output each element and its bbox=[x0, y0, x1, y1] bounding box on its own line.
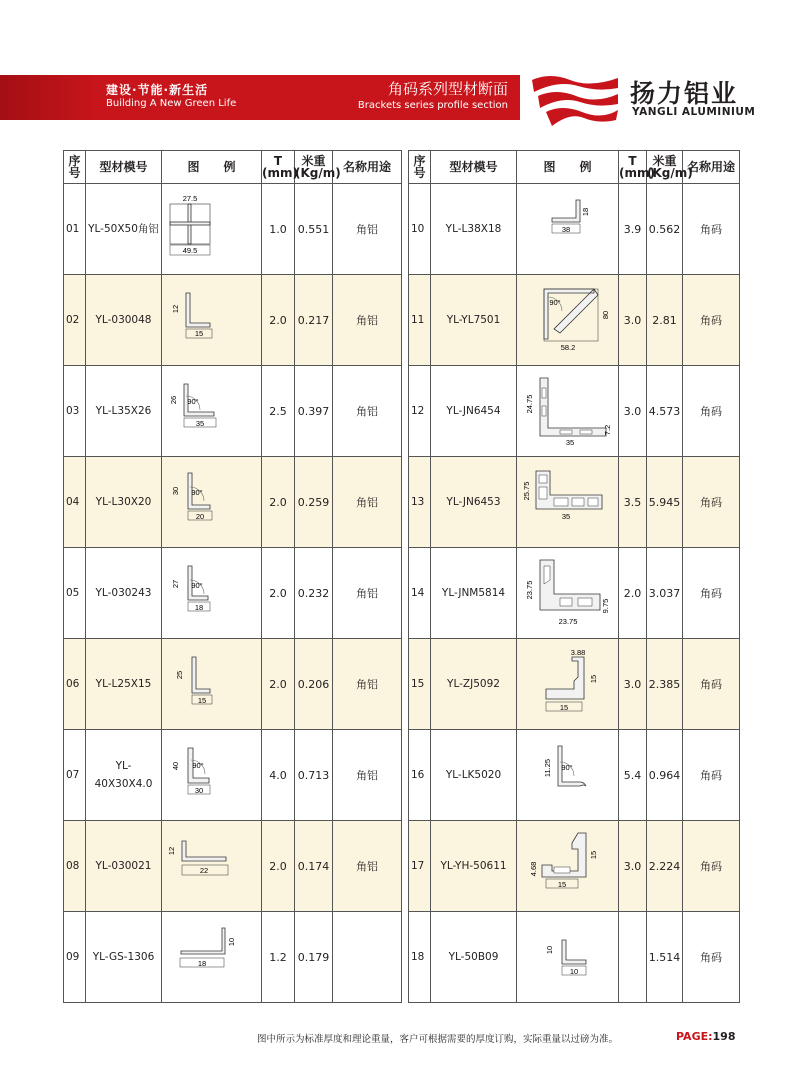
thickness-cell: 3.9 bbox=[619, 184, 647, 275]
dimension-label: 3.88 bbox=[570, 648, 585, 657]
profile-drawing bbox=[164, 374, 260, 448]
profile-drawing bbox=[164, 647, 260, 721]
thickness-cell: 2.0 bbox=[262, 275, 295, 366]
col-header-idx: 序号 bbox=[64, 151, 86, 184]
model-cell bbox=[431, 275, 517, 366]
model-cell bbox=[86, 821, 162, 912]
profile-drawing bbox=[164, 738, 260, 812]
model-cell bbox=[86, 184, 162, 275]
row-index: 09 bbox=[64, 912, 86, 1003]
profile-drawing bbox=[520, 465, 616, 539]
dimension-label: 4.68 bbox=[528, 861, 538, 877]
dimension-label: 35 bbox=[565, 438, 574, 447]
dimension-label: 30 bbox=[194, 786, 203, 795]
profile-drawing bbox=[520, 283, 616, 357]
page-number bbox=[676, 1030, 735, 1043]
profile-drawing bbox=[520, 647, 616, 721]
profile-drawing bbox=[164, 920, 260, 994]
row-index: 01 bbox=[64, 184, 86, 275]
profile-drawing bbox=[164, 829, 260, 903]
model-code: YL-JN6453 bbox=[446, 496, 501, 508]
dimension-label: 23.75 bbox=[524, 580, 534, 600]
table-row bbox=[409, 366, 740, 457]
usage-cell: 角铝 bbox=[333, 457, 402, 548]
dimension-label: 18 bbox=[197, 959, 206, 968]
usage-cell: 角码 bbox=[683, 548, 740, 639]
usage-cell: 角码 bbox=[683, 639, 740, 730]
model-cell bbox=[86, 730, 162, 821]
profile-drawing bbox=[520, 738, 616, 812]
row-index: 03 bbox=[64, 366, 86, 457]
diagram-cell bbox=[517, 912, 619, 1003]
weight-cell: 3.037 bbox=[647, 548, 683, 639]
model-code: YL-JNM5814 bbox=[441, 587, 506, 599]
dimension-label: 25 bbox=[174, 670, 184, 680]
col-header-idx: 序号 bbox=[409, 151, 431, 184]
slogan-en: Building A New Green Life bbox=[106, 98, 237, 109]
dimension-label: 15 bbox=[194, 329, 203, 338]
model-line2: 40X30X4.0 bbox=[94, 778, 153, 790]
table-row bbox=[64, 275, 402, 366]
weight-cell: 5.945 bbox=[647, 457, 683, 548]
weight-cell: 0.562 bbox=[647, 184, 683, 275]
model-code: YL-50X50角铝 bbox=[88, 223, 159, 235]
row-index: 04 bbox=[64, 457, 86, 548]
col-header-weight: 米重 (Kg/m) bbox=[647, 151, 683, 184]
dimension-label: 15 bbox=[588, 850, 598, 860]
weight-cell: 0.179 bbox=[295, 912, 333, 1003]
weight-cell: 0.713 bbox=[295, 730, 333, 821]
row-index: 18 bbox=[409, 912, 431, 1003]
model-line1: YL- bbox=[115, 760, 132, 772]
model-cell bbox=[86, 548, 162, 639]
profile-table-left bbox=[63, 150, 402, 1003]
page-subtitle: Brackets series profile section bbox=[357, 100, 508, 111]
thickness-cell: 2.0 bbox=[619, 548, 647, 639]
thickness-cell: 2.0 bbox=[262, 639, 295, 730]
row-index: 05 bbox=[64, 548, 86, 639]
table-row bbox=[409, 821, 740, 912]
row-index: 16 bbox=[409, 730, 431, 821]
model-cell bbox=[431, 184, 517, 275]
weight-cell: 0.232 bbox=[295, 548, 333, 639]
usage-cell: 角铝 bbox=[333, 639, 402, 730]
diagram-cell bbox=[517, 730, 619, 821]
diagram-cell bbox=[162, 366, 262, 457]
weight-cell: 0.217 bbox=[295, 275, 333, 366]
model-cell bbox=[431, 457, 517, 548]
col-header-usage: 名称用途 bbox=[683, 151, 740, 184]
table-row bbox=[409, 912, 740, 1003]
thickness-cell: 2.0 bbox=[262, 821, 295, 912]
profile-drawing bbox=[164, 283, 260, 357]
model-code: YL-L38X18 bbox=[445, 223, 502, 235]
model-code: YL-YH-50611 bbox=[440, 860, 507, 872]
dimension-label: 18 bbox=[194, 603, 203, 612]
table-header-row bbox=[409, 151, 740, 184]
dimension-label: 11.25 bbox=[542, 758, 552, 778]
weight-cell: 1.514 bbox=[647, 912, 683, 1003]
diagram-cell bbox=[162, 912, 262, 1003]
dimension-label: 18 bbox=[580, 207, 590, 217]
diagram-cell bbox=[162, 730, 262, 821]
row-index: 10 bbox=[409, 184, 431, 275]
row-index: 12 bbox=[409, 366, 431, 457]
model-code: YL-50B09 bbox=[448, 951, 499, 963]
table-row bbox=[409, 730, 740, 821]
page-label: PAGE: bbox=[676, 1030, 713, 1043]
table-row bbox=[64, 730, 402, 821]
usage-cell: 角码 bbox=[683, 821, 740, 912]
thickness-cell: 3.0 bbox=[619, 366, 647, 457]
dimension-label: 38 bbox=[561, 225, 570, 234]
row-index: 17 bbox=[409, 821, 431, 912]
usage-cell: 角铝 bbox=[333, 548, 402, 639]
profile-drawing bbox=[520, 920, 616, 994]
dimension-label: 23.75 bbox=[558, 617, 577, 626]
dimension-label: 30 bbox=[170, 486, 180, 496]
table-row bbox=[64, 821, 402, 912]
diagram-cell bbox=[517, 821, 619, 912]
weight-cell: 0.259 bbox=[295, 457, 333, 548]
col-header-model: 型材模号 bbox=[431, 151, 517, 184]
dimension-label: 9.75 bbox=[600, 598, 610, 614]
thickness-cell: 3.0 bbox=[619, 821, 647, 912]
col-header-t: T (mm) bbox=[262, 151, 295, 184]
dimension-label: 7.2 bbox=[602, 424, 612, 436]
model-code: YL-L25X15 bbox=[95, 678, 152, 690]
dimension-label: 35 bbox=[561, 512, 570, 521]
dimension-label: 24.75 bbox=[524, 394, 534, 414]
profile-drawing bbox=[520, 556, 616, 630]
thickness-cell: 5.4 bbox=[619, 730, 647, 821]
dimension-label: 15 bbox=[197, 696, 206, 705]
diagram-cell bbox=[517, 184, 619, 275]
model-cell bbox=[86, 639, 162, 730]
row-index: 14 bbox=[409, 548, 431, 639]
dimension-label: 90° bbox=[190, 581, 203, 590]
dimension-label: 10 bbox=[226, 937, 236, 947]
profile-drawing bbox=[520, 829, 616, 903]
diagram-cell bbox=[162, 821, 262, 912]
weight-cell: 0.206 bbox=[295, 639, 333, 730]
col-header-diagram: 图 例 bbox=[162, 151, 262, 184]
usage-cell: 角铝 bbox=[333, 184, 402, 275]
row-index: 11 bbox=[409, 275, 431, 366]
table-row bbox=[64, 912, 402, 1003]
dimension-label: 15 bbox=[559, 703, 568, 712]
dimension-label: 35 bbox=[195, 419, 204, 428]
profile-drawing bbox=[520, 192, 616, 266]
row-index: 08 bbox=[64, 821, 86, 912]
model-code: YL-LK5020 bbox=[445, 769, 502, 781]
slogan-cn: 建设·节能·新生活 bbox=[106, 83, 209, 97]
col-header-weight: 米重 (Kg/m) bbox=[295, 151, 333, 184]
weight-cell: 2.81 bbox=[647, 275, 683, 366]
dimension-label: 25.75 bbox=[521, 481, 531, 501]
table-row bbox=[64, 184, 402, 275]
thickness-cell: 2.0 bbox=[262, 457, 295, 548]
col-header-diagram: 图 例 bbox=[517, 151, 619, 184]
dimension-label: 20 bbox=[195, 512, 204, 521]
page-number-value: 198 bbox=[712, 1030, 736, 1043]
usage-cell: 角码 bbox=[683, 275, 740, 366]
model-cell bbox=[431, 912, 517, 1003]
model-code: YL-YL7501 bbox=[446, 314, 501, 326]
dimension-label: 12 bbox=[170, 304, 180, 314]
weight-cell: 4.573 bbox=[647, 366, 683, 457]
table-row bbox=[409, 548, 740, 639]
col-header-usage: 名称用途 bbox=[333, 151, 402, 184]
usage-cell: 角码 bbox=[683, 730, 740, 821]
dimension-label: 80 bbox=[600, 310, 610, 320]
dimension-label: 27 bbox=[170, 579, 180, 589]
dimension-label: 15 bbox=[557, 880, 566, 889]
usage-cell: 角铝 bbox=[333, 821, 402, 912]
dimension-label: 22 bbox=[199, 866, 208, 875]
usage-cell: 角铝 bbox=[333, 730, 402, 821]
dimension-label: 27.5 bbox=[182, 194, 197, 203]
table-row bbox=[409, 275, 740, 366]
table-row bbox=[64, 366, 402, 457]
table-row bbox=[64, 457, 402, 548]
thickness-cell: 2.0 bbox=[262, 548, 295, 639]
dimension-label: 10 bbox=[569, 967, 578, 976]
row-index: 02 bbox=[64, 275, 86, 366]
usage-cell: 角铝 bbox=[333, 275, 402, 366]
diagram-cell bbox=[517, 366, 619, 457]
thickness-cell: 1.0 bbox=[262, 184, 295, 275]
model-cell bbox=[86, 366, 162, 457]
row-index: 06 bbox=[64, 639, 86, 730]
dimension-label: 90° bbox=[560, 763, 573, 772]
model-cell bbox=[86, 912, 162, 1003]
table-row bbox=[64, 639, 402, 730]
diagram-cell bbox=[162, 275, 262, 366]
usage-cell: 角码 bbox=[683, 366, 740, 457]
profile-table-right bbox=[408, 150, 740, 1003]
dimension-label: 26 bbox=[168, 395, 178, 405]
profile-drawing bbox=[520, 374, 616, 448]
table-row bbox=[64, 548, 402, 639]
profile-drawing bbox=[164, 192, 260, 266]
diagram-cell bbox=[517, 639, 619, 730]
table-row bbox=[409, 184, 740, 275]
dimension-label: 40 bbox=[170, 761, 180, 771]
profile-drawing bbox=[164, 465, 260, 539]
dimension-label: 10 bbox=[544, 945, 554, 955]
dimension-label: 90° bbox=[548, 298, 561, 307]
usage-cell: 角码 bbox=[683, 912, 740, 1003]
model-cell bbox=[86, 275, 162, 366]
header-banner-accent bbox=[0, 75, 100, 120]
diagram-cell bbox=[517, 275, 619, 366]
model-cell bbox=[431, 548, 517, 639]
model-code: YL-ZJ5092 bbox=[447, 678, 500, 690]
row-index: 07 bbox=[64, 730, 86, 821]
model-cell bbox=[431, 821, 517, 912]
usage-cell: 角码 bbox=[683, 457, 740, 548]
model-code: YL-030048 bbox=[95, 314, 152, 326]
table-header-row bbox=[64, 151, 402, 184]
table-row bbox=[409, 457, 740, 548]
model-cell bbox=[431, 730, 517, 821]
weight-cell: 0.397 bbox=[295, 366, 333, 457]
dimension-label: 58.2 bbox=[560, 343, 575, 352]
model-cell bbox=[431, 366, 517, 457]
weight-cell: 0.964 bbox=[647, 730, 683, 821]
usage-cell: 角码 bbox=[683, 184, 740, 275]
thickness-cell: 3.0 bbox=[619, 639, 647, 730]
thickness-cell bbox=[619, 912, 647, 1003]
brand-logo bbox=[530, 70, 620, 130]
table-row bbox=[409, 639, 740, 730]
model-cell bbox=[431, 639, 517, 730]
diagram-cell bbox=[162, 548, 262, 639]
brand-name-en: YANGLI ALUMINIUM bbox=[632, 106, 756, 118]
thickness-cell: 2.5 bbox=[262, 366, 295, 457]
weight-cell: 0.174 bbox=[295, 821, 333, 912]
model-code: YL-030021 bbox=[95, 860, 152, 872]
model-code: YL-030243 bbox=[95, 587, 152, 599]
row-index: 13 bbox=[409, 457, 431, 548]
col-header-model: 型材模号 bbox=[86, 151, 162, 184]
profile-drawing bbox=[164, 556, 260, 630]
diagram-cell bbox=[517, 457, 619, 548]
weight-cell: 0.551 bbox=[295, 184, 333, 275]
diagram-cell bbox=[162, 457, 262, 548]
diagram-cell bbox=[162, 639, 262, 730]
row-index: 15 bbox=[409, 639, 431, 730]
diagram-cell bbox=[517, 548, 619, 639]
dimension-label: 15 bbox=[588, 674, 598, 684]
dimension-label: 12 bbox=[166, 846, 176, 856]
col-header-t: T (mm) bbox=[619, 151, 647, 184]
thickness-cell: 3.0 bbox=[619, 275, 647, 366]
brand-name-cn: 扬力铝业 bbox=[630, 79, 739, 108]
header-banner bbox=[0, 75, 520, 120]
dimension-label: 90° bbox=[186, 397, 199, 406]
weight-cell: 2.385 bbox=[647, 639, 683, 730]
diagram-cell bbox=[162, 184, 262, 275]
footer-note: 图中所示为标准厚度和理论重量，客户可根据需要的厚度订购，实际重量以过磅为准。 bbox=[257, 1034, 619, 1045]
dimension-label: 90° bbox=[191, 761, 204, 770]
page-title: 角码系列型材断面 bbox=[387, 80, 508, 98]
model-code: YL-JN6454 bbox=[446, 405, 501, 417]
model-cell bbox=[86, 457, 162, 548]
thickness-cell: 4.0 bbox=[262, 730, 295, 821]
dimension-label: 90° bbox=[190, 488, 203, 497]
dimension-label: 49.5 bbox=[182, 246, 197, 255]
thickness-cell: 3.5 bbox=[619, 457, 647, 548]
thickness-cell: 1.2 bbox=[262, 912, 295, 1003]
model-code: YL-GS-1306 bbox=[92, 951, 155, 963]
usage-cell bbox=[333, 912, 402, 1003]
model-code: YL-L30X20 bbox=[95, 496, 152, 508]
model-code: YL-L35X26 bbox=[95, 405, 152, 417]
weight-cell: 2.224 bbox=[647, 821, 683, 912]
usage-cell: 角铝 bbox=[333, 366, 402, 457]
